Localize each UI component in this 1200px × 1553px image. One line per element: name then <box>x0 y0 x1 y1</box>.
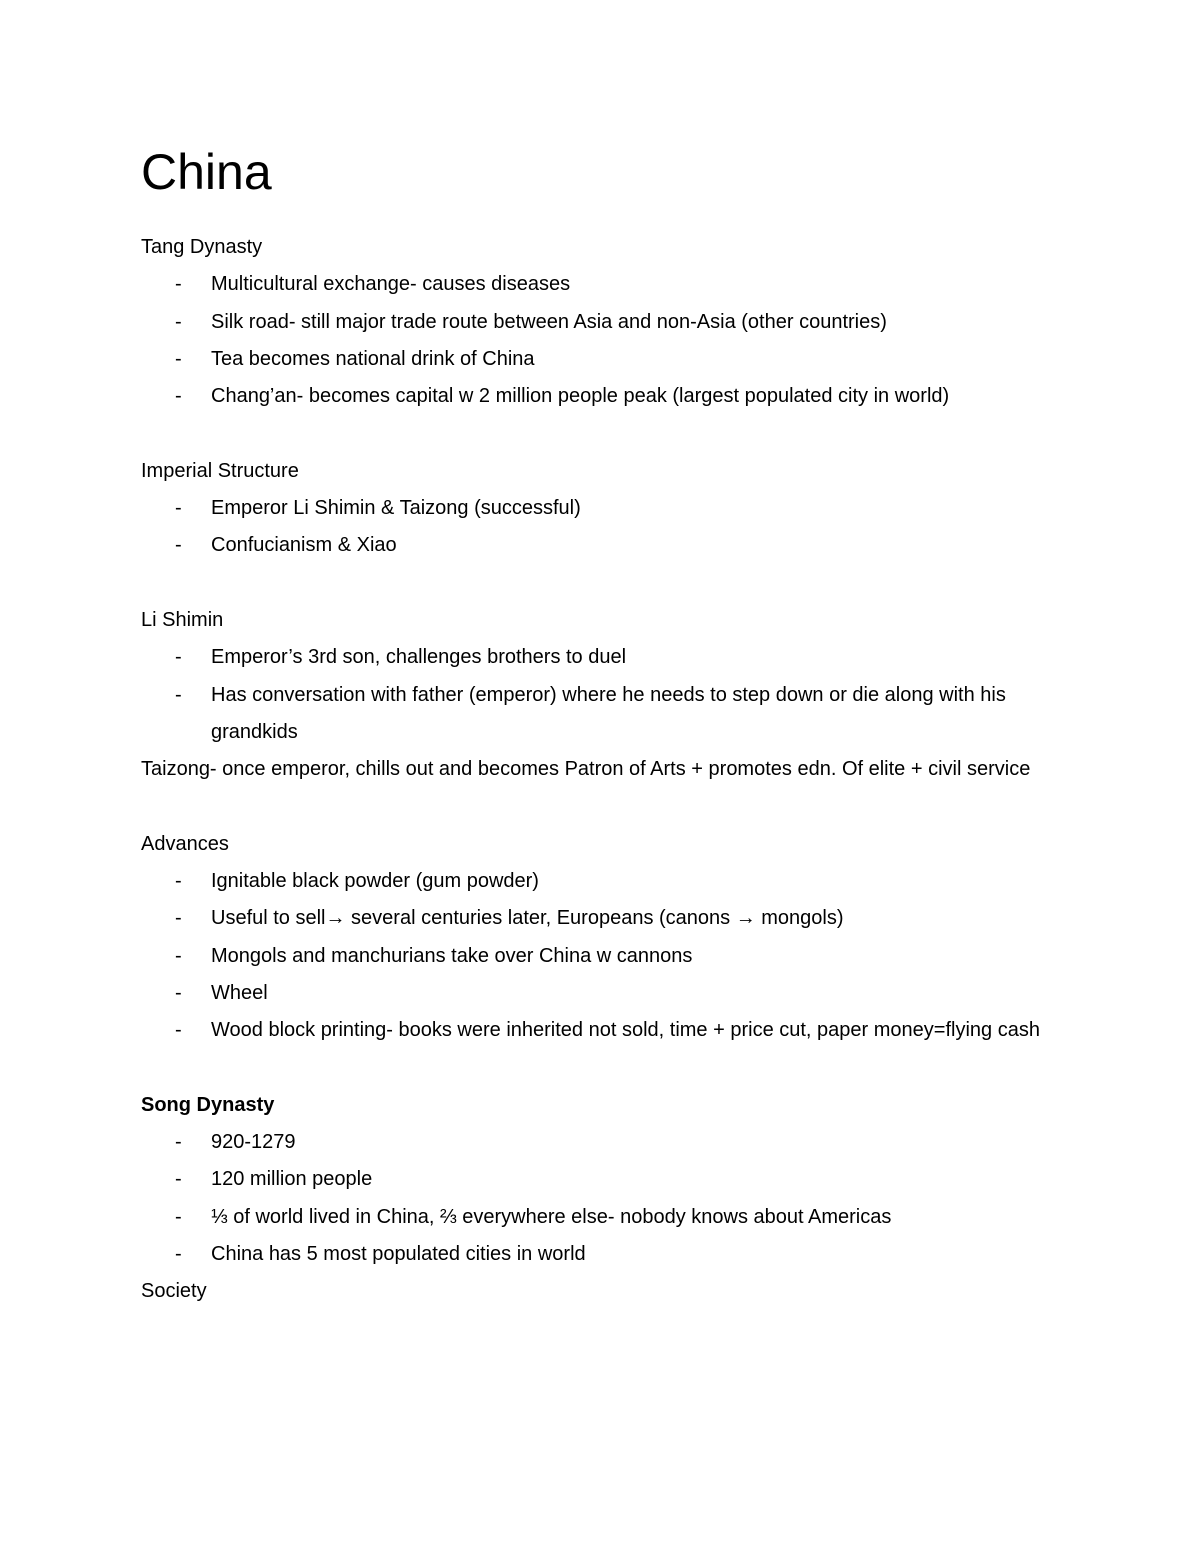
dash-bullet: - <box>175 385 182 408</box>
list-item-text: Tea becomes national drink of China <box>211 347 535 370</box>
list-item <box>141 1161 1071 1198</box>
list-item <box>141 1124 1071 1161</box>
list-item <box>141 1199 1071 1236</box>
dash-bullet: - <box>175 534 182 557</box>
dash-bullet: - <box>175 870 182 893</box>
dash-bullet: - <box>175 273 182 296</box>
list-item-text: Wood block printing- books were inherited not sold, time + price cut, paper money=flying cash <box>211 1019 1040 1042</box>
section-heading: Imperial Structure <box>141 459 299 482</box>
blank-line <box>141 565 1071 602</box>
section-tang-dynasty <box>141 229 1071 415</box>
dash-bullet: - <box>175 1019 182 1042</box>
paragraph: Taizong- once emperor, chills out and becomes Patron of Arts + promotes edn. Of elite + civil service <box>141 758 1031 781</box>
list-item-text: Multicultural exchange- causes diseases <box>211 273 571 296</box>
list-item <box>141 938 1071 975</box>
list-item <box>141 1236 1071 1273</box>
dash-bullet: - <box>175 646 182 669</box>
list-item-text: Useful to sell→ several centuries later, Europeans (canons → mongols) <box>211 907 844 930</box>
section-advances <box>141 826 1071 1050</box>
list-item <box>141 304 1071 341</box>
bullet-list <box>141 863 1071 1049</box>
list-item-text: Wheel <box>211 981 268 1004</box>
list-item <box>141 266 1071 303</box>
dash-bullet: - <box>175 1205 182 1228</box>
list-item-text: Chang’an- becomes capital w 2 million people peak (largest populated city in world) <box>211 385 950 408</box>
list-item <box>141 1012 1071 1049</box>
section-heading: Society <box>141 1280 207 1303</box>
list-item-text: Confucianism & Xiao <box>211 534 397 557</box>
section-song-dynasty <box>141 1087 1071 1273</box>
section-li-shimin <box>141 602 1071 788</box>
list-item-text: Ignitable black powder (gum powder) <box>211 870 539 893</box>
list-item-text: Silk road- still major trade route between Asia and non-Asia (other countries) <box>211 310 887 333</box>
list-item-text: Emperor’s 3rd son, challenges brothers to duel <box>211 646 627 669</box>
dash-bullet: - <box>175 347 182 370</box>
page-title: China <box>141 144 272 200</box>
dash-bullet: - <box>175 497 182 520</box>
dash-bullet: - <box>175 310 182 333</box>
blank-line <box>141 415 1071 452</box>
list-item <box>141 975 1071 1012</box>
dash-bullet: - <box>175 1168 182 1191</box>
list-item <box>141 341 1071 378</box>
section-heading: Tang Dynasty <box>141 236 263 258</box>
list-item <box>141 863 1071 900</box>
section-heading: Advances <box>141 832 229 855</box>
list-item-text: China has 5 most populated cities in world <box>211 1243 586 1266</box>
document-body <box>141 229 1071 1311</box>
section-heading: Song Dynasty <box>141 1093 275 1116</box>
bullet-list <box>141 490 1071 565</box>
dash-bullet: - <box>175 907 182 930</box>
list-item <box>141 490 1071 527</box>
list-item-text: Has conversation with father (emperor) where he needs to step down or die along with his grandkids <box>211 683 1006 743</box>
list-item-text: ⅓ of world lived in China, ⅔ everywhere else- nobody knows about Americas <box>211 1205 892 1228</box>
list-item <box>141 677 1071 752</box>
list-item-text: Emperor Li Shimin & Taizong (successful) <box>211 497 581 520</box>
list-item <box>141 900 1071 937</box>
blank-line <box>141 788 1071 825</box>
dash-bullet: - <box>175 1243 182 1266</box>
bullet-list <box>141 266 1071 415</box>
list-item <box>141 527 1071 564</box>
bullet-list <box>141 639 1071 751</box>
list-item-text: 120 million people <box>211 1168 373 1191</box>
list-item <box>141 639 1071 676</box>
list-item <box>141 378 1071 415</box>
blank-line <box>141 1050 1071 1087</box>
section-society <box>141 1273 1071 1310</box>
section-imperial-structure <box>141 453 1071 565</box>
section-heading: Li Shimin <box>141 608 224 631</box>
bullet-list <box>141 1124 1071 1273</box>
list-item-text: Mongols and manchurians take over China w cannons <box>211 944 693 967</box>
list-item-text: 920-1279 <box>211 1131 296 1154</box>
dash-bullet: - <box>175 944 182 967</box>
dash-bullet: - <box>175 1131 182 1154</box>
dash-bullet: - <box>175 981 182 1004</box>
dash-bullet: - <box>175 683 182 706</box>
